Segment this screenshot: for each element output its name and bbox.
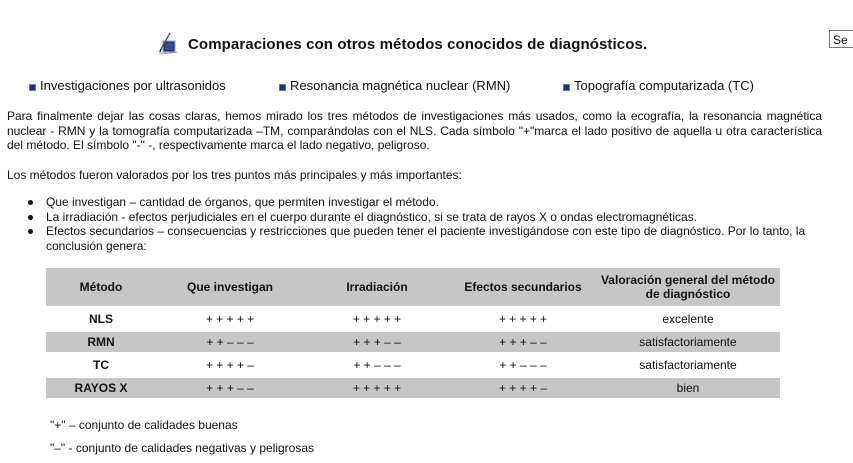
list-item: Efectos secundarios – consecuencias y restricciones que pueden tener el paciente investigándose con este tipo de diagnóstico. Por lo tanto, la conclusión genera: [26, 224, 821, 253]
list-item: Que investigan – cantidad de órganos, que permiten investigar el método. [26, 195, 821, 210]
sub-navigation [0, 78, 853, 94]
table-header-row [46, 268, 780, 308]
criteria-lead: Los métodos fueron valorados por los tres puntos más principales y más importantes: [7, 168, 462, 182]
square-bullet-icon [279, 84, 286, 91]
table-cell: + + – – – [304, 354, 450, 377]
rating-cell: satisfactoriamente [596, 354, 780, 377]
table-cell: + + + + + [304, 308, 450, 331]
table-cell: + + + – – [304, 331, 450, 354]
comparison-table [46, 268, 780, 401]
table-cell: + + + + – [156, 354, 304, 377]
table-row [46, 331, 780, 354]
rating-cell: excelente [596, 308, 780, 331]
table-cell: + + + + + [450, 308, 596, 331]
method-cell: NLS [46, 308, 156, 331]
column-header-method: Método [46, 268, 156, 308]
table-cell: + + + + + [156, 308, 304, 331]
subnav-link-ultrasonidos[interactable] [29, 78, 226, 93]
subnav-label: Resonancia magnética nuclear (RMN) [290, 78, 511, 93]
column-header-side-effects: Efectos secundarios [450, 268, 596, 308]
table-cell: + + – – – [450, 354, 596, 377]
search-input[interactable]: Se [829, 30, 853, 48]
column-header-scope: Que investigan [156, 268, 304, 308]
table-row [46, 308, 780, 331]
table-row [46, 354, 780, 377]
criteria-list [26, 195, 821, 253]
method-cell: TC [46, 354, 156, 377]
legend-plus: "+" – conjunto de calidades buenas [50, 418, 238, 432]
column-header-irradiation: Irradiación [304, 268, 450, 308]
table-row [46, 377, 780, 400]
column-header-rating: Valoración general del método de diagnóstico [596, 268, 780, 308]
subnav-link-tc[interactable] [563, 78, 754, 93]
subnav-label: Investigaciones por ultrasonidos [40, 78, 226, 93]
rating-cell: bien [596, 377, 780, 400]
page-heading [156, 30, 647, 58]
table-cell: + + + – – [156, 377, 304, 400]
method-cell: RMN [46, 331, 156, 354]
method-cell: RAYOS X [46, 377, 156, 400]
document-pencil-icon [156, 31, 182, 57]
rating-cell: satisfactoriamente [596, 331, 780, 354]
square-bullet-icon [29, 84, 36, 91]
page-title: Comparaciones con otros métodos conocidos de diagnósticos. [188, 35, 648, 53]
table-cell: + + – – – [156, 331, 304, 354]
legend-minus: "–" - conjunto de calidades negativas y peligrosas [50, 441, 315, 455]
table-cell: + + + + – [450, 377, 596, 400]
subnav-link-rmn[interactable] [279, 78, 510, 93]
subnav-label: Topografía computarizada (TC) [574, 78, 754, 93]
intro-paragraph: Para finalmente dejar las cosas claras, hemos mirado los tres métodos de investigaciones más usados, como la ecografía, la resonancia magnética nuclear - RMN y la tomografía computarizada –TM, comparándolas con el NLS. Cada símbolo "+"marca el lado positivo de aquella u otra característica del método. El símbolo "-" -, respectivamente marca el lado negativo, peligroso. [7, 109, 822, 152]
table-cell: + + + + + [304, 377, 450, 400]
table-cell: + + + – – [450, 331, 596, 354]
square-bullet-icon [563, 84, 570, 91]
list-item: La irradiación - efectos perjudiciales en el cuerpo durante el diagnóstico, si se trata de rayos X o ondas electromagnéticas. [26, 210, 821, 225]
